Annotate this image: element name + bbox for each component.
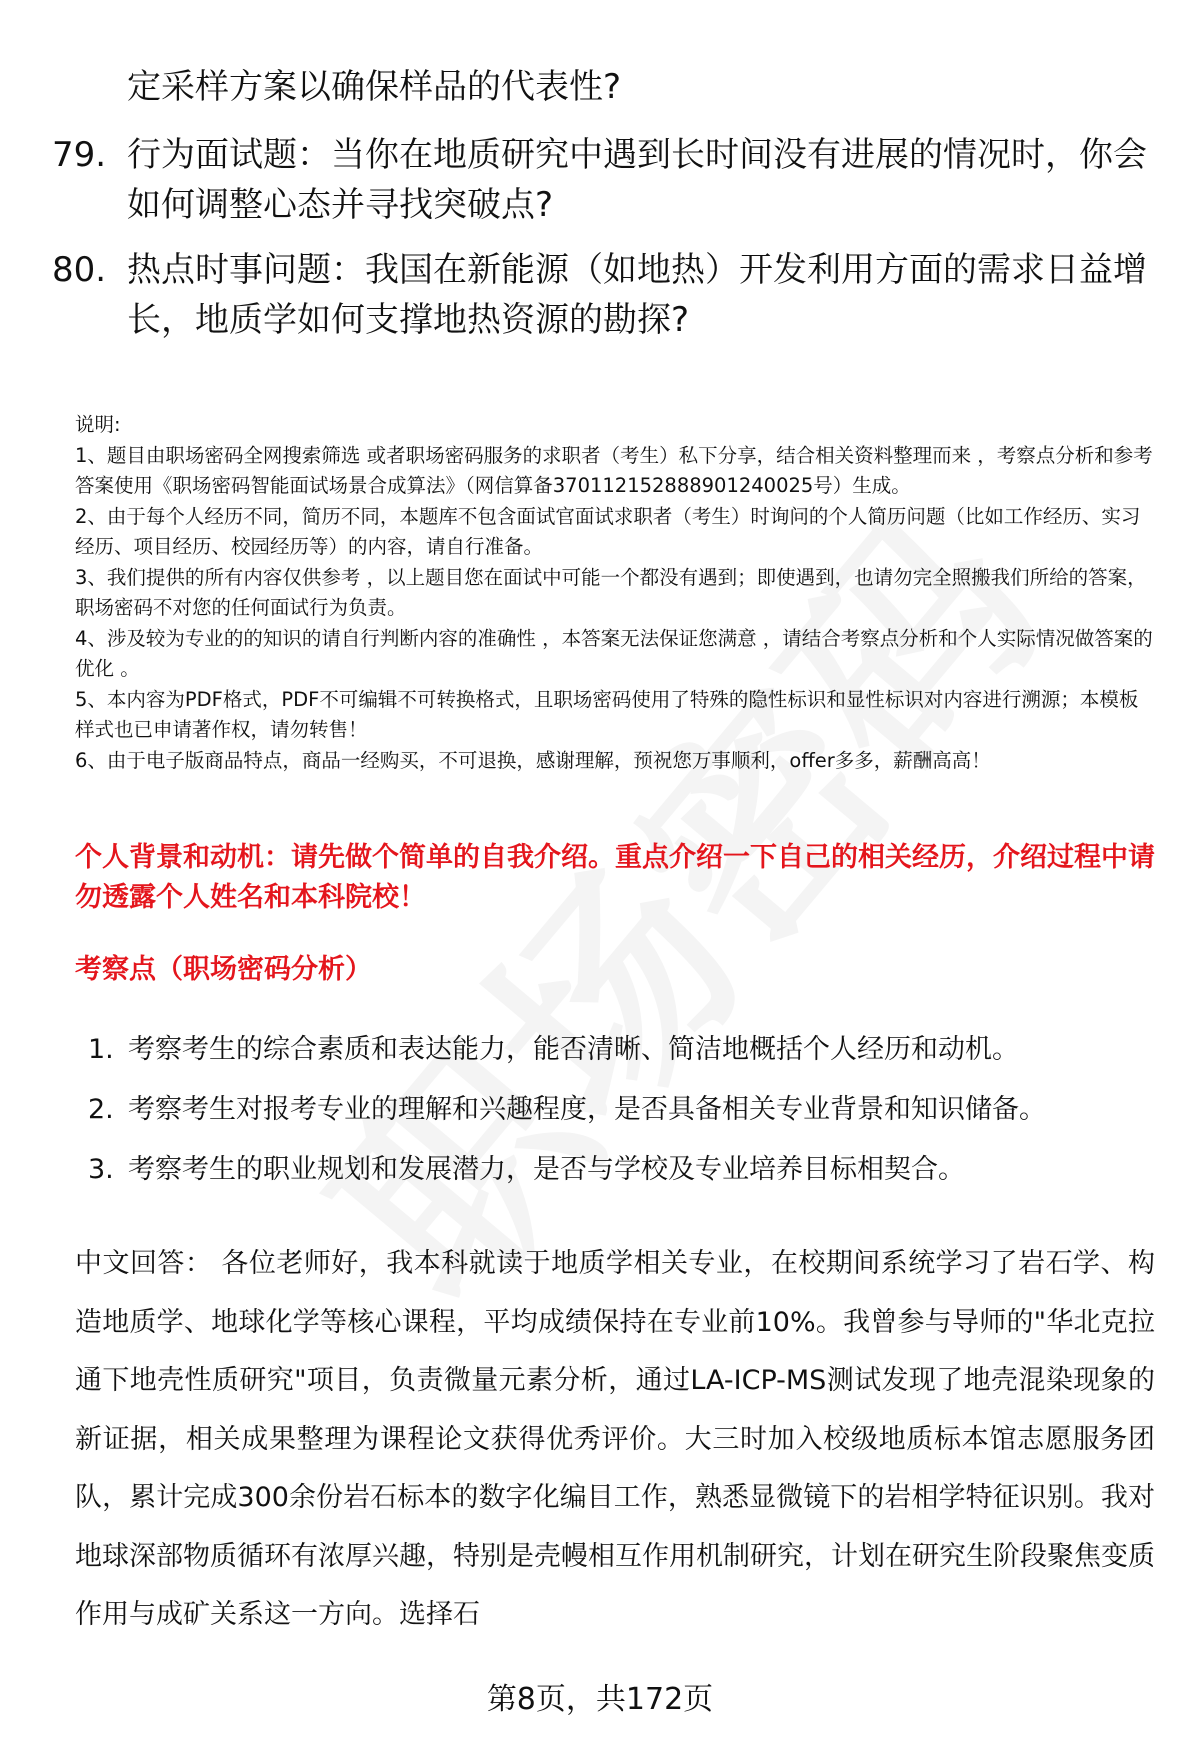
analysis-point: [88, 1150, 965, 1190]
point-text: 考察考生的职业规划和发展潜力，是否与学校及专业培养目标相契合。: [128, 1154, 965, 1185]
question-number: 79.: [52, 135, 107, 175]
analysis-heading: 考察点（职场密码分析）: [75, 954, 372, 985]
note-item-1: 1、题目由职场密码全网搜索筛选 或者职场密码服务的求职者（考生）私下分享，结合相关资料整理而来 ，考察点分析和参考答案使用《职场密码智能面试场景合成算法》（网信算备370112152888901240025号）生成。: [75, 443, 1153, 497]
analysis-point: [88, 1090, 1046, 1130]
question-number: 80.: [52, 250, 107, 290]
page-footer: 第8页，共172页: [486, 1682, 714, 1717]
note-item-5: 5、本内容为PDF格式，PDF不可编辑不可转换格式，且职场密码使用了特殊的隐性标识和显性标识对内容进行溯源；本模板样式也已申请著作权，请勿转售！: [75, 687, 1139, 741]
analysis-point: [88, 1030, 1019, 1070]
question-80: [52, 245, 1152, 345]
point-text: 考察考生对报考专业的理解和兴趣程度，是否具备相关专业背景和知识储备。: [128, 1094, 1046, 1125]
notes-block: [75, 410, 1155, 776]
answer-paragraph: 中文回答： 各位老师好，我本科就读于地质学相关专业，在校期间系统学习了岩石学、构造地质学、地球化学等核心课程，平均成绩保持在专业前10%。我曾参与导师的"华北克拉通下地壳性质研究"项目，负责微量元素分析，通过LA-ICP-MS测试发现了地壳混染现象的新证据，相关成果整理为课程论文获得优秀评价。大三时加入校级地质标本馆志愿服务团队，累计完成300余份岩石标本的数字化编目工作，熟悉显微镜下的岩相学特征识别。我对地球深部物质循环有浓厚兴趣，特别是壳幔相互作用机制研究，计划在研究生阶段聚焦变质作用与成矿关系这一方向。选择石: [75, 1248, 1155, 1630]
point-number: 2.: [88, 1094, 114, 1125]
note-item-2: 2、由于每个人经历不同，简历不同，本题库不包含面试官面试求职者（考生）时询问的个人简历问题（比如工作经历、实习经历、项目经历、校园经历等）的内容，请自行准备。: [75, 504, 1141, 558]
point-number: 1.: [88, 1034, 114, 1065]
question-text: 热点时事问题：我国在新能源（如地热）开发利用方面的需求日益增长，地质学如何支撑地热资源的勘探?: [127, 250, 1147, 340]
note-item-3: 3、我们提供的所有内容仅供参考 ，以上题目您在面试中可能一个都没有遇到；即使遇到，也请勿完全照搬我们所给的答案，职场密码不对您的任何面试行为负责。: [75, 565, 1147, 619]
note-item-6: 6、由于电子版商品特点，商品一经购买，不可退换，感谢理解，预祝您万事顺利，offer多多，薪酬高高！: [75, 748, 991, 772]
question-79: [52, 130, 1152, 230]
point-text: 考察考生的综合素质和表达能力，能否清晰、简洁地概括个人经历和动机。: [128, 1034, 1019, 1065]
previous-question-tail: 定采样方案以确保样品的代表性?: [127, 67, 622, 107]
section-question: 个人背景和动机：请先做个简单的自我介绍。重点介绍一下自己的相关经历，介绍过程中请勿透露个人姓名和本科院校！: [75, 842, 1155, 913]
question-text: 行为面试题：当你在地质研究中遇到长时间没有进展的情况时，你会如何调整心态并寻找突破点?: [127, 135, 1147, 225]
point-number: 3.: [88, 1154, 114, 1185]
notes-title: 说明:: [75, 413, 121, 436]
note-item-4: 4、涉及较为专业的的知识的请自行判断内容的准确性 ，本答案无法保证您满意 ，请结合考察点分析和个人实际情况做答案的优化 。: [75, 626, 1153, 680]
